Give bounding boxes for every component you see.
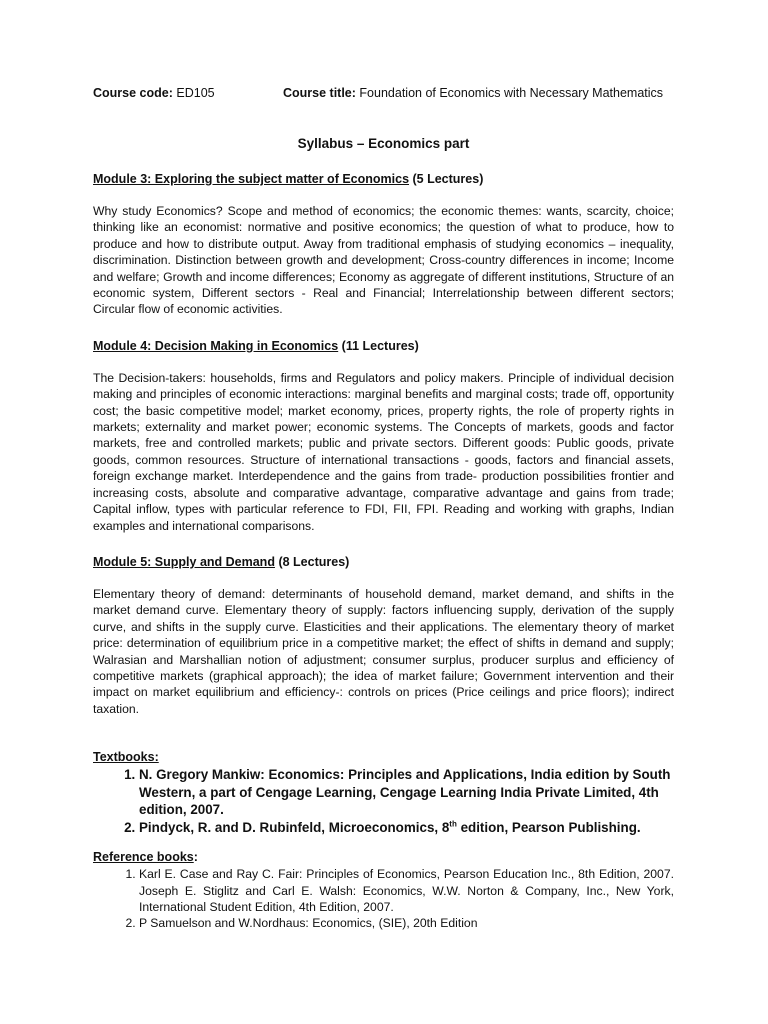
- module-3-heading: [93, 172, 674, 186]
- reference-item: 1. Karl E. Case and Ray C. Fair: Principles of Economics, Pearson Education Inc., 8th Edition, 2007. Joseph E. Stiglitz and Carl E. Walsh: Economics, W.W. Norton & Company, Inc., New York, International Student Edition, 4th Edition, 2007.: [139, 866, 674, 915]
- textbook-2-text-end: edition, Pearson Publishing.: [456, 819, 641, 835]
- textbooks-heading: Textbooks:: [93, 750, 159, 765]
- reference-books-heading: [93, 850, 674, 864]
- textbook-2-text: Pindyck, R. and D. Rubinfeld, Microeconomics, 8: [139, 819, 450, 835]
- textbooks-list: [93, 766, 674, 836]
- module-4-lectures: (11 Lectures): [341, 338, 419, 353]
- textbook-item: [139, 819, 674, 837]
- course-title: [283, 86, 663, 100]
- syllabus-page: [93, 86, 674, 932]
- textbook-item: 1. N. Gregory Mankiw: Economics: Principles and Applications, India edition by South Western, a part of Cengage Learning, Cengage Learning India Private Limited, 4th edition, 2007.: [139, 766, 674, 819]
- reference-books-colon: :: [193, 850, 198, 865]
- module-3-lectures: (5 Lectures): [412, 172, 484, 186]
- course-header: [93, 86, 674, 106]
- course-code-value: ED105: [176, 86, 215, 100]
- reference-books-list: [93, 866, 674, 932]
- module-4-body: The Decision-takers: households, firms and Regulators and policy makers. Principle of individual decision making and principles of economic interactions: marginal benefits and marginal costs; trade off, opportunity cost; the basic competitive model; market economy, prices, property rights, the role of property rights in markets; externality and market power; economic systems. The Concepts of markets, goods and factor markets, free and controlled markets; public and private sectors. Different goods: Public goods, private goods, common resources. Structure of international transactions - goods, factors and financial assets, foreign exchange market. Interdependence and the gains from trade- production possibilities frontier and increasing costs, absolute and comparative advantage, comparative advantage and gains from trade; Capital inflow, types with particular reference to FDI, FII, FPI. Reading and working with graphs, Indian examples and international comparisons.: [93, 370, 674, 533]
- module-4-title: Module 4: Decision Making in Economics: [93, 338, 339, 353]
- module-3-body: Why study Economics? Scope and method of economics; the economic themes: wants, scarcity, choice; thinking like an economist: normative and positive economics; the question of what to produce, how to produce and how to distribute output. Away from traditional emphasis of studying economics – inequality, discrimination. Distinction between growth and development; Cross-country differences in income; Income and welfare; Growth and income differences; Economy as aggregate of different institutions, Structure of an economic system, Different sectors - Real and Financial; Interrelationship between different sectors; Circular flow of economic activities.: [93, 204, 674, 317]
- syllabus-title: Syllabus – Economics part: [297, 136, 470, 151]
- reference-item: 2. P Samuelson and W.Nordhaus: Economics, (SIE), 20th Edition: [139, 915, 674, 931]
- course-title-label: Course title:: [283, 86, 356, 100]
- course-code-label: Course code:: [93, 86, 173, 100]
- course-title-value: Foundation of Economics with Necessary Mathematics: [359, 86, 664, 100]
- module-3-title: Module 3: Exploring the subject matter of Economics: [93, 172, 410, 186]
- module-5-body: Elementary theory of demand: determinants of household demand, market demand, and shifts in the market demand curve. Elementary theory of supply: factors influencing supply, derivation of the supply curve, and shifts in the supply curve. Elasticities and their applications. The elementary theory of market price: determination of equilibrium price in a competitive market; the effect of shifts in demand and supply; Walrasian and Marshallian notion of adjustment; consumer surplus, producer surplus and efficiency of competitive markets (graphical approach); the idea of market failure; Government intervention and their impact on market equilibrium and efficiency-: controls on prices (Price ceilings and price floors); indirect taxation.: [93, 586, 674, 716]
- course-code: [93, 86, 215, 100]
- module-5-title: Module 5: Supply and Demand: [93, 554, 275, 569]
- module-5-heading: [93, 555, 674, 569]
- module-5-lectures: (8 Lectures): [278, 554, 350, 569]
- module-4-heading: [93, 339, 674, 353]
- reference-books-label: Reference books: [93, 850, 194, 865]
- textbook-2-superscript: th: [449, 819, 457, 829]
